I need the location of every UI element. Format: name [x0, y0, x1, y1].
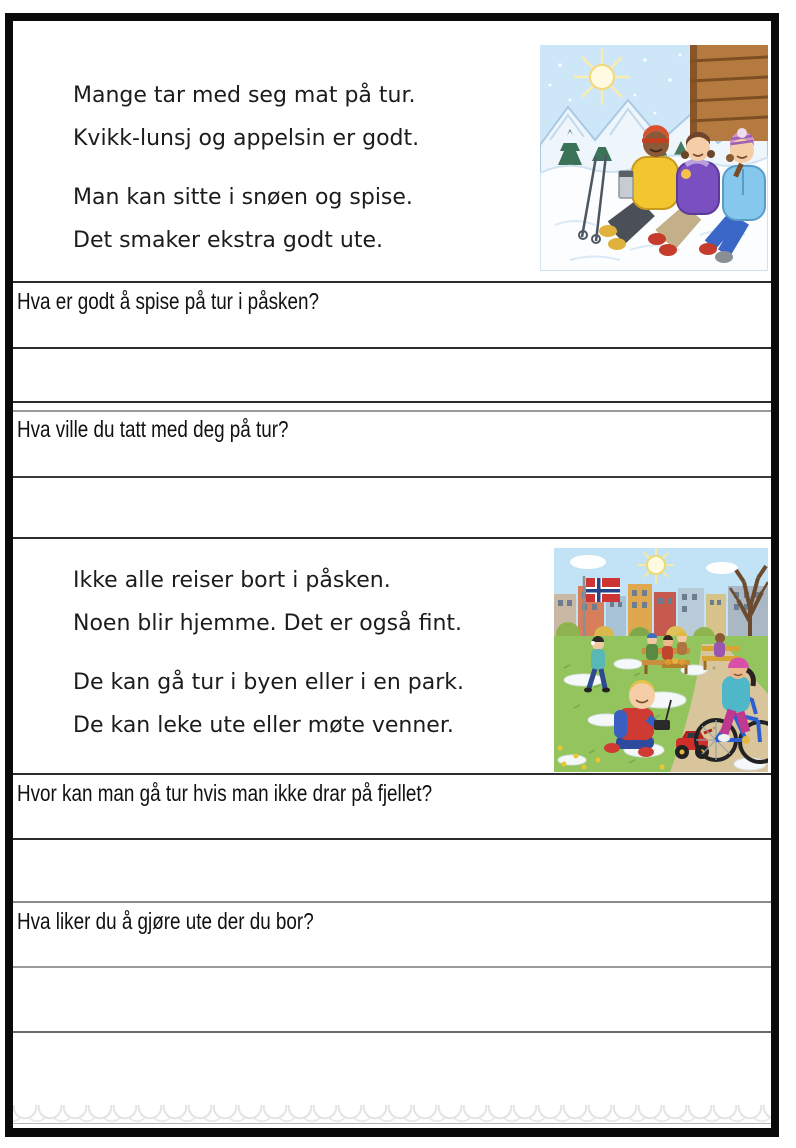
- story-line: Kvikk-lunsj og appelsin er godt.: [73, 126, 420, 151]
- page-frame: [5, 13, 779, 1137]
- question-2: Hva ville du tatt med deg på tur?: [17, 416, 289, 442]
- divider-line: [13, 401, 771, 403]
- story-line: Mange tar med seg mat på tur.: [73, 83, 416, 108]
- story-line: Man kan sitte i snøen og spise.: [73, 185, 413, 210]
- scallop-edge-decoration: [13, 1097, 771, 1123]
- answer-area-5: [13, 1033, 771, 1095]
- cabin-wall: [690, 45, 768, 141]
- story-line: Noen blir hjemme. Det er også fint.: [73, 611, 463, 636]
- story-line: De kan leke ute eller møte venner.: [73, 713, 454, 738]
- city-park-illustration: [554, 548, 768, 772]
- winter-picnic-illustration: [540, 45, 768, 271]
- divider-line: [13, 537, 771, 539]
- answer-area-4: [13, 968, 771, 1029]
- answer-area-2: [13, 478, 771, 535]
- divider-line: [13, 773, 771, 775]
- answer-area-1: [13, 349, 771, 401]
- story-1-text: [73, 74, 533, 262]
- story-2-text: [73, 559, 533, 747]
- story-line: Det smaker ekstra godt ute.: [73, 228, 383, 253]
- question-4: Hva liker du å gjøre ute der du bor?: [17, 908, 314, 934]
- answer-area-3: [13, 840, 771, 899]
- question-3: Hvor kan man gå tur hvis man ikke drar på fjellet?: [17, 780, 433, 806]
- story-line: Ikke alle reiser bort i påsken.: [73, 568, 391, 593]
- divider-line: [13, 281, 771, 283]
- divider-line: [13, 410, 771, 412]
- footer-thin-line: [13, 1123, 771, 1124]
- question-1: Hva er godt å spise på tur i påsken?: [17, 288, 319, 314]
- divider-line: [13, 901, 771, 903]
- story-line: De kan gå tur i byen eller i en park.: [73, 670, 464, 695]
